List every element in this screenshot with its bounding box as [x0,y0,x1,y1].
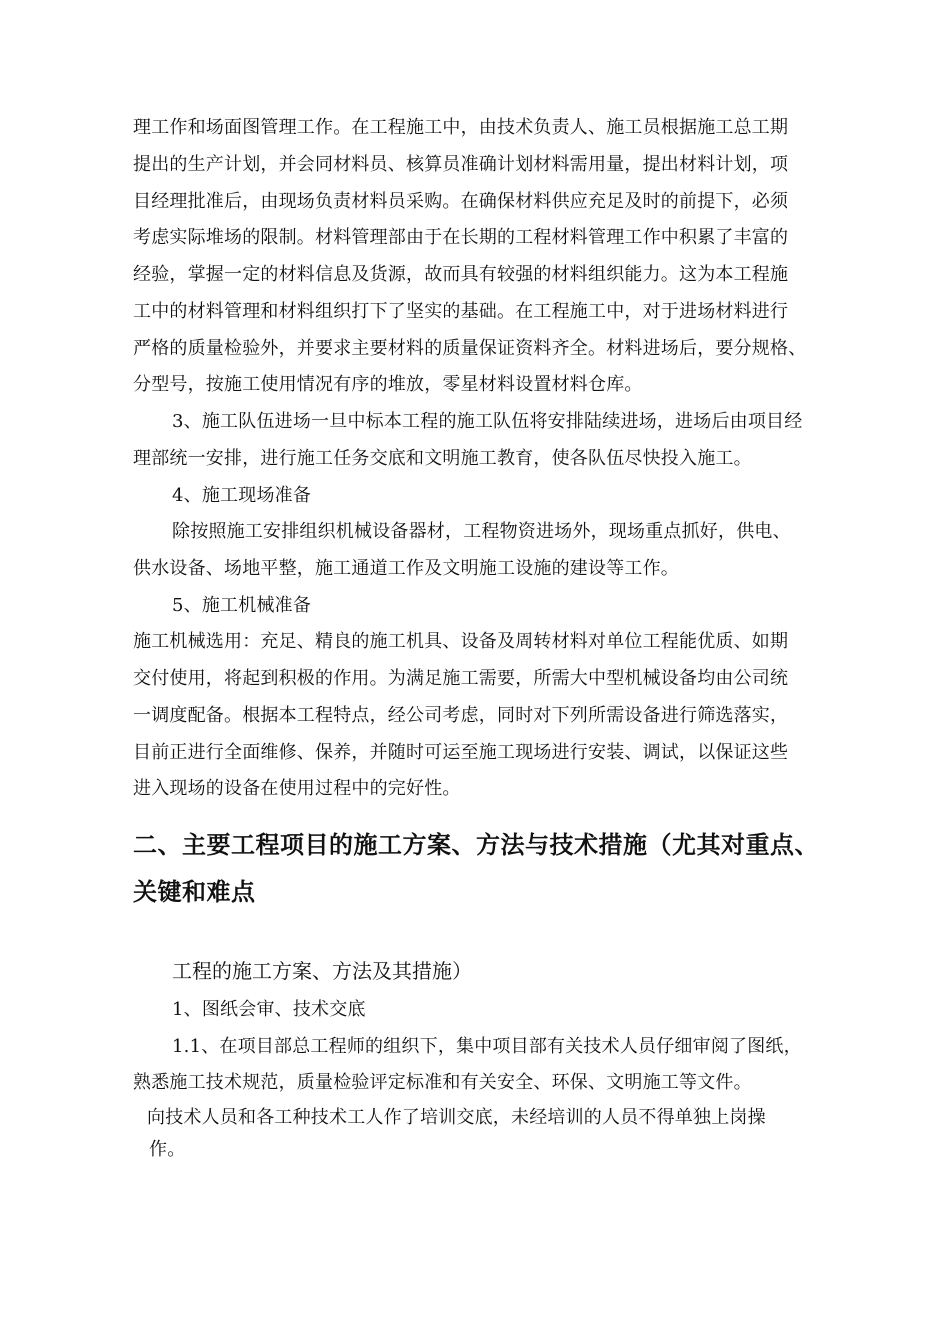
paragraph-line: 1.1、在项目部总工程师的组织下，集中项目部有关技术人员仔细审阅了图纸， [172,1036,802,1057]
section-heading: 二、主要工程项目的施工方案、方法与技术措施（尤其对重点、 [133,831,819,859]
paragraph-line: 作。 [149,1139,186,1160]
paragraph-line: 除按照施工安排组织机械设备器材，工程物资进场外，现场重点抓好，供电、 [172,521,791,542]
section-heading: 关键和难点 [133,878,256,906]
paragraph-line: 理部统一安排，进行施工任务交底和文明施工教育，使各队伍尽快投入施工。 [133,448,752,469]
paragraph-line: 目经理批准后，由现场负责材料员采购。在确保材料供应充足及时的前提下，必须 [133,191,789,212]
paragraph-line: 熟悉施工技术规范，质量检验评定标准和有关安全、环保、文明施工等文件。 [133,1072,752,1093]
paragraph-line: 理工作和场面图管理工作。在工程施工中，由技术负责人、施工员根据施工总工期 [133,117,789,138]
paragraph-line: 考虑实际堆场的限制。材料管理部由于在长期的工程材料管理工作中积累了丰富的 [133,227,789,248]
paragraph-line: 进入现场的设备在使用过程中的完好性。 [133,778,461,799]
paragraph-line: 一调度配备。根据本工程特点，经公司考虑，同时对下列所需设备进行筛选落实， [133,705,789,726]
paragraph-line: 分型号，按施工使用情况有序的堆放，零星材料设置材料仓库。 [133,374,643,395]
paragraph-line: 严格的质量检验外，并要求主要材料的质量保证资料齐全。材料进场后，要分规格、 [133,338,807,359]
paragraph-line: 供水设备、场地平整，施工通道工作及文明施工设施的建设等工作。 [133,558,679,579]
paragraph-line: 经验，掌握一定的材料信息及货源，故而具有较强的材料组织能力。这为本工程施 [133,264,789,285]
paragraph-line: 工中的材料管理和材料组织打下了坚实的基础。在工程施工中，对于进场材料进行 [133,301,789,322]
item-title: 4、施工现场准备 [172,485,312,506]
paragraph-line: 3、施工队伍进场一旦中标本工程的施工队伍将安排陆续进场，进场后由项目经 [172,411,803,432]
paragraph-line: 向技术人员和各工种技术工人作了培训交底，未经培训的人员不得单独上岗操 [147,1107,766,1128]
item-title: 5、施工机械准备 [172,595,312,616]
paragraph-line: 交付使用，将起到积极的作用。为满足施工需要，所需大中型机械设备均由公司统 [133,668,789,689]
paragraph-line: 目前正进行全面维修、保养，并随时可运至施工现场进行安装、调试，以保证这些 [133,742,789,763]
item-title: 1、图纸会审、技术交底 [172,999,366,1020]
paragraph-line: 提出的生产计划，并会同材料员、核算员准确计划材料需用量，提出材料计划，项 [133,154,789,175]
subheading: 工程的施工方案、方法及其措施） [172,959,472,983]
paragraph-line: 施工机械选用：充足、精良的施工机具、设备及周转材料对单位工程能优质、如期 [133,631,789,652]
